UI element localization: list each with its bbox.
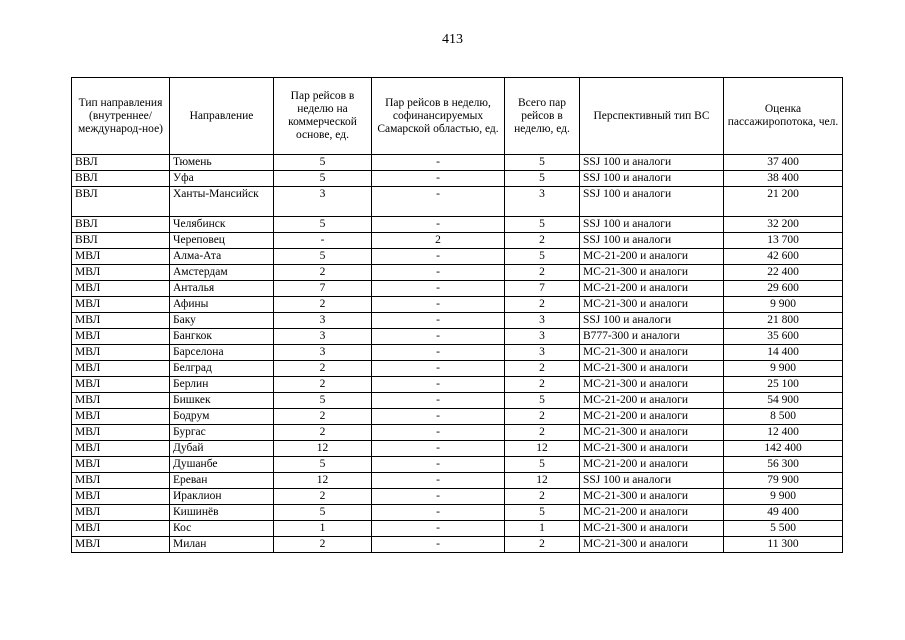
cell-direction-type: ВВЛ — [72, 187, 170, 217]
cell-destination: Челябинск — [170, 217, 274, 233]
cell-total-pairs: 2 — [505, 377, 580, 393]
cell-total-pairs: 2 — [505, 409, 580, 425]
table-row — [72, 537, 843, 553]
cell-passenger-estimate: 9 900 — [724, 489, 843, 505]
cell-total-pairs: 5 — [505, 457, 580, 473]
cell-passenger-estimate: 142 400 — [724, 441, 843, 457]
cell-passenger-estimate: 42 600 — [724, 249, 843, 265]
cell-passenger-estimate: 35 600 — [724, 329, 843, 345]
cell-cofinanced-pairs: - — [372, 377, 505, 393]
table-row — [72, 457, 843, 473]
cell-commercial-pairs: 2 — [274, 377, 372, 393]
header-destination: Направление — [170, 78, 274, 155]
cell-passenger-estimate: 8 500 — [724, 409, 843, 425]
cell-commercial-pairs: 5 — [274, 393, 372, 409]
cell-aircraft-type: МС-21-300 и аналоги — [580, 377, 724, 393]
cell-total-pairs: 5 — [505, 393, 580, 409]
cell-destination: Белград — [170, 361, 274, 377]
cell-aircraft-type: SSJ 100 и аналоги — [580, 217, 724, 233]
cell-destination: Афины — [170, 297, 274, 313]
cell-cofinanced-pairs: - — [372, 297, 505, 313]
cell-commercial-pairs: 5 — [274, 457, 372, 473]
cell-commercial-pairs: 5 — [274, 155, 372, 171]
cell-passenger-estimate: 22 400 — [724, 265, 843, 281]
cell-cofinanced-pairs: - — [372, 441, 505, 457]
table-row — [72, 473, 843, 489]
cell-commercial-pairs: 2 — [274, 489, 372, 505]
cell-direction-type: ВВЛ — [72, 155, 170, 171]
cell-total-pairs: 7 — [505, 281, 580, 297]
cell-cofinanced-pairs: 2 — [372, 233, 505, 249]
cell-commercial-pairs: 5 — [274, 505, 372, 521]
cell-direction-type: МВЛ — [72, 537, 170, 553]
cell-total-pairs: 2 — [505, 361, 580, 377]
cell-destination: Анталья — [170, 281, 274, 297]
cell-aircraft-type: МС-21-200 и аналоги — [580, 249, 724, 265]
cell-cofinanced-pairs: - — [372, 473, 505, 489]
cell-cofinanced-pairs: - — [372, 425, 505, 441]
cell-passenger-estimate: 49 400 — [724, 505, 843, 521]
cell-total-pairs: 5 — [505, 505, 580, 521]
cell-direction-type: МВЛ — [72, 505, 170, 521]
cell-commercial-pairs: 3 — [274, 329, 372, 345]
flights-table — [71, 77, 843, 553]
table-header-row — [72, 78, 843, 155]
cell-cofinanced-pairs: - — [372, 537, 505, 553]
cell-direction-type: МВЛ — [72, 425, 170, 441]
table-row — [72, 171, 843, 187]
cell-aircraft-type: МС-21-200 и аналоги — [580, 393, 724, 409]
cell-passenger-estimate: 12 400 — [724, 425, 843, 441]
cell-commercial-pairs: 2 — [274, 361, 372, 377]
cell-destination: Бишкек — [170, 393, 274, 409]
cell-aircraft-type: SSJ 100 и аналоги — [580, 155, 724, 171]
cell-destination: Берлин — [170, 377, 274, 393]
cell-direction-type: ВВЛ — [72, 171, 170, 187]
table-row — [72, 281, 843, 297]
cell-passenger-estimate: 29 600 — [724, 281, 843, 297]
header-passenger-estimate: Оценка пассажиропотока, чел. — [724, 78, 843, 155]
header-direction-type: Тип направления (внутреннее/ международ-ное) — [72, 78, 170, 155]
cell-aircraft-type: МС-21-300 и аналоги — [580, 265, 724, 281]
cell-passenger-estimate: 9 900 — [724, 361, 843, 377]
cell-commercial-pairs: 5 — [274, 217, 372, 233]
table-row — [72, 329, 843, 345]
cell-cofinanced-pairs: - — [372, 361, 505, 377]
header-cofinanced-pairs: Пар рейсов в неделю, софинансируемых Самарской областью, ед. — [372, 78, 505, 155]
cell-passenger-estimate: 21 200 — [724, 187, 843, 217]
cell-aircraft-type: SSJ 100 и аналоги — [580, 233, 724, 249]
cell-total-pairs: 5 — [505, 171, 580, 187]
cell-aircraft-type: МС-21-300 и аналоги — [580, 441, 724, 457]
cell-total-pairs: 5 — [505, 217, 580, 233]
cell-total-pairs: 2 — [505, 489, 580, 505]
cell-cofinanced-pairs: - — [372, 409, 505, 425]
cell-passenger-estimate: 32 200 — [724, 217, 843, 233]
cell-passenger-estimate: 56 300 — [724, 457, 843, 473]
cell-direction-type: МВЛ — [72, 393, 170, 409]
cell-commercial-pairs: 12 — [274, 441, 372, 457]
table-row — [72, 489, 843, 505]
cell-cofinanced-pairs: - — [372, 171, 505, 187]
table-row — [72, 217, 843, 233]
cell-destination: Тюмень — [170, 155, 274, 171]
cell-destination: Душанбе — [170, 457, 274, 473]
cell-total-pairs: 3 — [505, 313, 580, 329]
cell-destination: Череповец — [170, 233, 274, 249]
cell-commercial-pairs: 5 — [274, 249, 372, 265]
cell-commercial-pairs: 3 — [274, 345, 372, 361]
cell-total-pairs: 2 — [505, 425, 580, 441]
cell-direction-type: МВЛ — [72, 473, 170, 489]
cell-commercial-pairs: - — [274, 233, 372, 249]
cell-cofinanced-pairs: - — [372, 281, 505, 297]
cell-direction-type: МВЛ — [72, 361, 170, 377]
cell-cofinanced-pairs: - — [372, 489, 505, 505]
cell-direction-type: МВЛ — [72, 345, 170, 361]
cell-aircraft-type: МС-21-300 и аналоги — [580, 361, 724, 377]
table-row — [72, 393, 843, 409]
table-row — [72, 249, 843, 265]
cell-direction-type: МВЛ — [72, 313, 170, 329]
cell-aircraft-type: МС-21-300 и аналоги — [580, 425, 724, 441]
cell-total-pairs: 2 — [505, 297, 580, 313]
cell-destination: Амстердам — [170, 265, 274, 281]
cell-passenger-estimate: 25 100 — [724, 377, 843, 393]
cell-commercial-pairs: 3 — [274, 187, 372, 217]
cell-aircraft-type: МС-21-300 и аналоги — [580, 489, 724, 505]
cell-cofinanced-pairs: - — [372, 457, 505, 473]
cell-aircraft-type: МС-21-300 и аналоги — [580, 297, 724, 313]
cell-direction-type: МВЛ — [72, 249, 170, 265]
cell-cofinanced-pairs: - — [372, 345, 505, 361]
cell-passenger-estimate: 5 500 — [724, 521, 843, 537]
cell-direction-type: МВЛ — [72, 297, 170, 313]
cell-direction-type: МВЛ — [72, 329, 170, 345]
cell-aircraft-type: В777-300 и аналоги — [580, 329, 724, 345]
cell-destination: Ханты-Мансийск — [170, 187, 274, 217]
cell-commercial-pairs: 12 — [274, 473, 372, 489]
header-aircraft-type: Перспективный тип ВС — [580, 78, 724, 155]
cell-cofinanced-pairs: - — [372, 187, 505, 217]
cell-commercial-pairs: 2 — [274, 409, 372, 425]
cell-commercial-pairs: 2 — [274, 265, 372, 281]
cell-direction-type: МВЛ — [72, 265, 170, 281]
cell-aircraft-type: SSJ 100 и аналоги — [580, 171, 724, 187]
cell-cofinanced-pairs: - — [372, 521, 505, 537]
cell-direction-type: МВЛ — [72, 377, 170, 393]
table-row — [72, 187, 843, 217]
cell-total-pairs: 12 — [505, 473, 580, 489]
cell-destination: Уфа — [170, 171, 274, 187]
table-row — [72, 521, 843, 537]
cell-destination: Кос — [170, 521, 274, 537]
cell-destination: Бангкок — [170, 329, 274, 345]
cell-passenger-estimate: 38 400 — [724, 171, 843, 187]
cell-passenger-estimate: 11 300 — [724, 537, 843, 553]
table-row — [72, 265, 843, 281]
cell-total-pairs: 5 — [505, 155, 580, 171]
cell-destination: Барселона — [170, 345, 274, 361]
cell-aircraft-type: МС-21-300 и аналоги — [580, 521, 724, 537]
cell-commercial-pairs: 1 — [274, 521, 372, 537]
cell-destination: Дубай — [170, 441, 274, 457]
cell-direction-type: МВЛ — [72, 409, 170, 425]
cell-cofinanced-pairs: - — [372, 217, 505, 233]
page-number: 413 — [442, 32, 463, 47]
cell-aircraft-type: МС-21-200 и аналоги — [580, 457, 724, 473]
cell-passenger-estimate: 37 400 — [724, 155, 843, 171]
cell-aircraft-type: МС-21-200 и аналоги — [580, 409, 724, 425]
cell-destination: Алма-Ата — [170, 249, 274, 265]
table-row — [72, 425, 843, 441]
table-row — [72, 233, 843, 249]
cell-total-pairs: 3 — [505, 187, 580, 217]
table-row — [72, 441, 843, 457]
table-row — [72, 409, 843, 425]
cell-passenger-estimate: 13 700 — [724, 233, 843, 249]
cell-aircraft-type: SSJ 100 и аналоги — [580, 313, 724, 329]
cell-destination: Милан — [170, 537, 274, 553]
cell-passenger-estimate: 21 800 — [724, 313, 843, 329]
cell-total-pairs: 12 — [505, 441, 580, 457]
table-row — [72, 297, 843, 313]
cell-cofinanced-pairs: - — [372, 313, 505, 329]
cell-direction-type: МВЛ — [72, 457, 170, 473]
table-row — [72, 361, 843, 377]
cell-passenger-estimate: 54 900 — [724, 393, 843, 409]
cell-aircraft-type: SSJ 100 и аналоги — [580, 187, 724, 217]
cell-commercial-pairs: 2 — [274, 297, 372, 313]
cell-total-pairs: 1 — [505, 521, 580, 537]
cell-passenger-estimate: 9 900 — [724, 297, 843, 313]
cell-total-pairs: 3 — [505, 329, 580, 345]
cell-total-pairs: 3 — [505, 345, 580, 361]
cell-direction-type: МВЛ — [72, 521, 170, 537]
cell-commercial-pairs: 2 — [274, 425, 372, 441]
cell-cofinanced-pairs: - — [372, 329, 505, 345]
cell-direction-type: ВВЛ — [72, 233, 170, 249]
cell-direction-type: МВЛ — [72, 489, 170, 505]
cell-cofinanced-pairs: - — [372, 393, 505, 409]
cell-aircraft-type: МС-21-300 и аналоги — [580, 537, 724, 553]
cell-cofinanced-pairs: - — [372, 505, 505, 521]
header-commercial-pairs: Пар рейсов в неделю на коммерческой основе, ед. — [274, 78, 372, 155]
cell-cofinanced-pairs: - — [372, 265, 505, 281]
table-row — [72, 155, 843, 171]
cell-destination: Бургас — [170, 425, 274, 441]
cell-destination: Баку — [170, 313, 274, 329]
cell-passenger-estimate: 79 900 — [724, 473, 843, 489]
cell-commercial-pairs: 5 — [274, 171, 372, 187]
cell-cofinanced-pairs: - — [372, 249, 505, 265]
cell-destination: Ираклион — [170, 489, 274, 505]
table-row — [72, 377, 843, 393]
table-row — [72, 313, 843, 329]
header-total-pairs: Всего пар рейсов в неделю, ед. — [505, 78, 580, 155]
cell-cofinanced-pairs: - — [372, 155, 505, 171]
cell-direction-type: ВВЛ — [72, 217, 170, 233]
table-row — [72, 505, 843, 521]
cell-total-pairs: 5 — [505, 249, 580, 265]
cell-direction-type: МВЛ — [72, 441, 170, 457]
cell-direction-type: МВЛ — [72, 281, 170, 297]
cell-aircraft-type: SSJ 100 и аналоги — [580, 473, 724, 489]
cell-total-pairs: 2 — [505, 537, 580, 553]
cell-total-pairs: 2 — [505, 265, 580, 281]
cell-destination: Бодрум — [170, 409, 274, 425]
cell-destination: Ереван — [170, 473, 274, 489]
cell-destination: Кишинёв — [170, 505, 274, 521]
cell-commercial-pairs: 2 — [274, 537, 372, 553]
cell-aircraft-type: МС-21-300 и аналоги — [580, 345, 724, 361]
cell-commercial-pairs: 3 — [274, 313, 372, 329]
table-row — [72, 345, 843, 361]
cell-total-pairs: 2 — [505, 233, 580, 249]
cell-passenger-estimate: 14 400 — [724, 345, 843, 361]
cell-commercial-pairs: 7 — [274, 281, 372, 297]
cell-aircraft-type: МС-21-200 и аналоги — [580, 281, 724, 297]
cell-aircraft-type: МС-21-200 и аналоги — [580, 505, 724, 521]
